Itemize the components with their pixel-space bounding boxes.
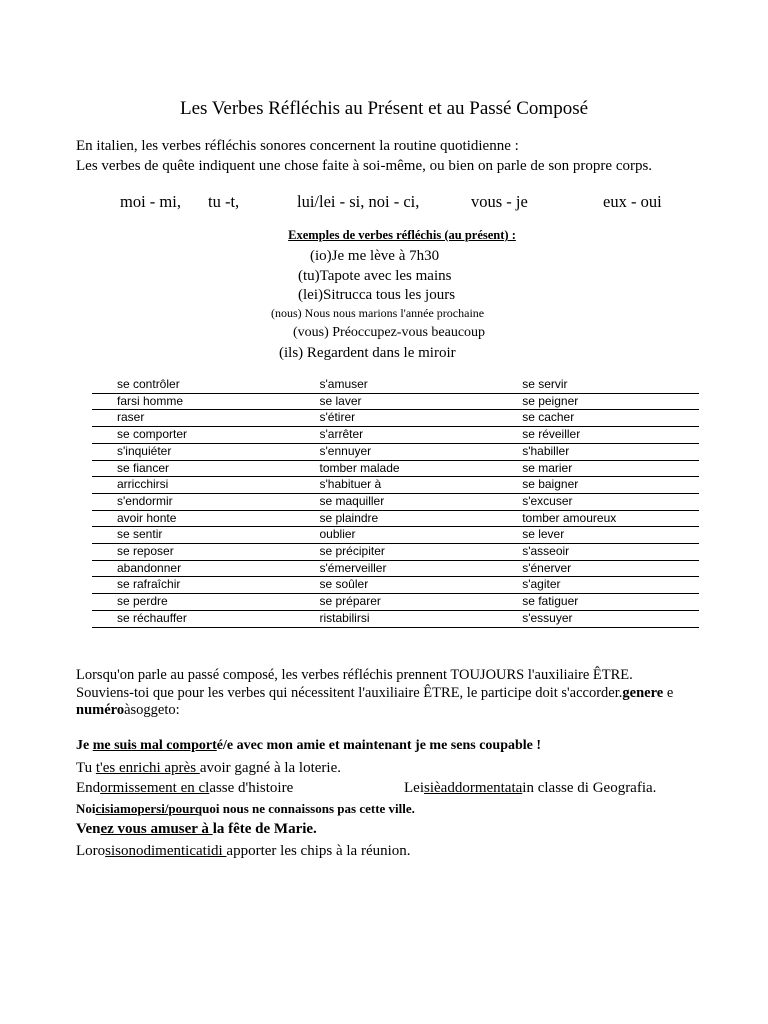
verb-cell: abandonner: [92, 560, 295, 577]
pronoun-tu: tu -t,: [208, 192, 240, 211]
verb-cell: se laver: [295, 393, 498, 410]
sentence-3-a: End: [76, 780, 101, 796]
sentence-5-b: la fête de Marie.: [212, 821, 317, 837]
sentence-4-underlined: cisiamopersi/pourq: [95, 801, 203, 816]
table-row: [92, 527, 699, 544]
table-row: [92, 544, 699, 561]
verb-cell: se comporter: [92, 427, 295, 444]
verb-cell: se réchauffer: [92, 610, 295, 627]
verb-cell: s'excuser: [497, 493, 699, 510]
sentence-4: [76, 801, 415, 817]
example-lei: (lei)Sitrucca tous les jours: [298, 287, 456, 303]
sentence-2-a: Tu: [76, 760, 96, 776]
sentence-4-a: Noi: [76, 801, 96, 816]
sentence-6-underlined: sisonodimenticatidi: [105, 843, 227, 859]
table-row: [92, 594, 699, 611]
verb-cell: tomber amoureux: [497, 510, 699, 527]
verb-cell: se réveiller: [497, 427, 699, 444]
verb-cell: se marier: [497, 460, 699, 477]
verb-cell: s'ennuyer: [295, 443, 498, 460]
sentence-6-a: Loro: [76, 843, 106, 859]
sentence-3b: [404, 780, 656, 797]
verb-cell: farsi homme: [92, 393, 295, 410]
pronoun-eux: eux - oui: [603, 192, 662, 211]
example-vous: (vous) Préoccupez-vous beaucoup: [293, 325, 486, 340]
verb-cell: se maquiller: [295, 493, 498, 510]
table-row: [92, 477, 699, 494]
verb-cell: s'arrêter: [295, 427, 498, 444]
verb-cell: se fiancer: [92, 460, 295, 477]
table-row: [92, 610, 699, 627]
verb-cell: avoir honte: [92, 510, 295, 527]
verb-cell: tomber malade: [295, 460, 498, 477]
sentence-1-underlined: me suis mal comport: [92, 738, 217, 753]
verb-cell: s'émerveiller: [295, 560, 498, 577]
intro-line-1: En italien, les verbes réfléchis sonores concernent la routine quotidienne :: [76, 138, 519, 154]
verb-table: [92, 377, 699, 628]
intro-line-2: Les verbes de quête indiquent une chose faite à soi-même, ou bien on parle de son propre corps.: [76, 158, 653, 174]
verb-cell: s'agiter: [497, 577, 699, 594]
verb-cell: s'essuyer: [497, 610, 699, 627]
verb-cell: se soûler: [295, 577, 498, 594]
passe-word-numero: numéro: [76, 702, 125, 718]
verb-cell: s'endormir: [92, 493, 295, 510]
sentence-4-b: uoi nous ne connaissons pas cette ville.: [202, 801, 415, 816]
verb-cell: se fatiguer: [497, 594, 699, 611]
pronoun-vous: vous - je: [471, 192, 528, 211]
page-title: Les Verbes Réfléchis au Présent et au Passé Composé: [179, 98, 589, 119]
table-row: [92, 577, 699, 594]
verb-cell: se contrôler: [92, 377, 295, 393]
sentence-3-b: asse d'histoire: [209, 780, 294, 796]
verb-cell: s'asseoir: [497, 544, 699, 561]
verb-cell: raser: [92, 410, 295, 427]
example-tu: (tu)Tapote avec les mains: [298, 268, 452, 284]
sentence-3b-a: Lei: [404, 780, 424, 796]
verb-cell: se baigner: [497, 477, 699, 494]
table-row: [92, 443, 699, 460]
sentence-2-underlined: t'es enrichi après: [95, 760, 200, 776]
sentence-5-underlined: ez vous amuser à: [100, 821, 213, 837]
verb-cell: se peigner: [497, 393, 699, 410]
verb-cell: s'étirer: [295, 410, 498, 427]
sentence-5-a: Ven: [76, 821, 101, 837]
sentence-3-underlined: ormissement en cl: [100, 780, 210, 796]
table-row: [92, 560, 699, 577]
passe-line-1: Lorsqu'on parle au passé composé, les verbes réfléchis prennent TOUJOURS l'auxiliaire ÊTRE.: [76, 667, 633, 683]
sentence-5: [76, 821, 317, 838]
sentence-6: [76, 843, 411, 860]
verb-cell: s'inquiéter: [92, 443, 295, 460]
table-row: [92, 493, 699, 510]
pronoun-lui-lei: lui/lei - si, noi - ci,: [297, 192, 420, 211]
examples-heading: Exemples de verbes réfléchis (au présent) :: [288, 228, 516, 242]
verb-cell: s'énerver: [497, 560, 699, 577]
example-nous: (nous) Nous nous marions l'année prochaine: [271, 306, 485, 320]
sentence-1-b: é/e avec mon amie et maintenant je me sens coupable !: [216, 738, 542, 753]
verb-cell: se cacher: [497, 410, 699, 427]
passe-line-2-text: Souviens-toi que pour les verbes qui nécessitent l'auxiliaire ÊTRE, le participe doit s'accorder.: [76, 685, 623, 701]
verb-cell: se rafraîchir: [92, 577, 295, 594]
sentence-3b-underlined: sièaddormentata: [424, 780, 523, 796]
sentence-3b-b: in classe di Geografia.: [522, 780, 657, 796]
verb-cell: oublier: [295, 527, 498, 544]
verb-cell: s'habiller: [497, 443, 699, 460]
sentence-3: [76, 780, 293, 797]
sentence-2-b: avoir gagné à la loterie.: [199, 760, 341, 776]
verb-cell: se lever: [497, 527, 699, 544]
sentence-6-b: apporter les chips à la réunion.: [226, 843, 411, 859]
table-row: [92, 410, 699, 427]
example-ils: (ils) Regardent dans le miroir: [279, 345, 456, 361]
passe-line-3: [76, 702, 180, 719]
verb-cell: se reposer: [92, 544, 295, 561]
verb-cell: se plaindre: [295, 510, 498, 527]
table-row: [92, 377, 699, 393]
verb-cell: se précipiter: [295, 544, 498, 561]
verb-cell: se sentir: [92, 527, 295, 544]
passe-line-2: [76, 685, 673, 702]
pronoun-moi: moi - mi,: [120, 192, 181, 211]
verb-cell: s'habituer à: [295, 477, 498, 494]
passe-line-3-text: àsoggeto:: [124, 702, 180, 718]
passe-word-genere: genere: [622, 685, 664, 701]
verb-cell: se préparer: [295, 594, 498, 611]
sentence-1-a: Je: [76, 738, 93, 753]
verb-cell: ristabilirsi: [295, 610, 498, 627]
sentence-1: [76, 738, 541, 754]
verb-cell: se servir: [497, 377, 699, 393]
verb-cell: arricchirsi: [92, 477, 295, 494]
table-row: [92, 510, 699, 527]
example-io: (io)Je me lève à 7h30: [310, 248, 440, 264]
verb-cell: s'amuser: [295, 377, 498, 393]
sentence-2: [76, 760, 341, 777]
table-row: [92, 427, 699, 444]
verb-cell: se perdre: [92, 594, 295, 611]
table-row: [92, 460, 699, 477]
table-row: [92, 393, 699, 410]
passe-line-2-e: e: [663, 685, 674, 701]
